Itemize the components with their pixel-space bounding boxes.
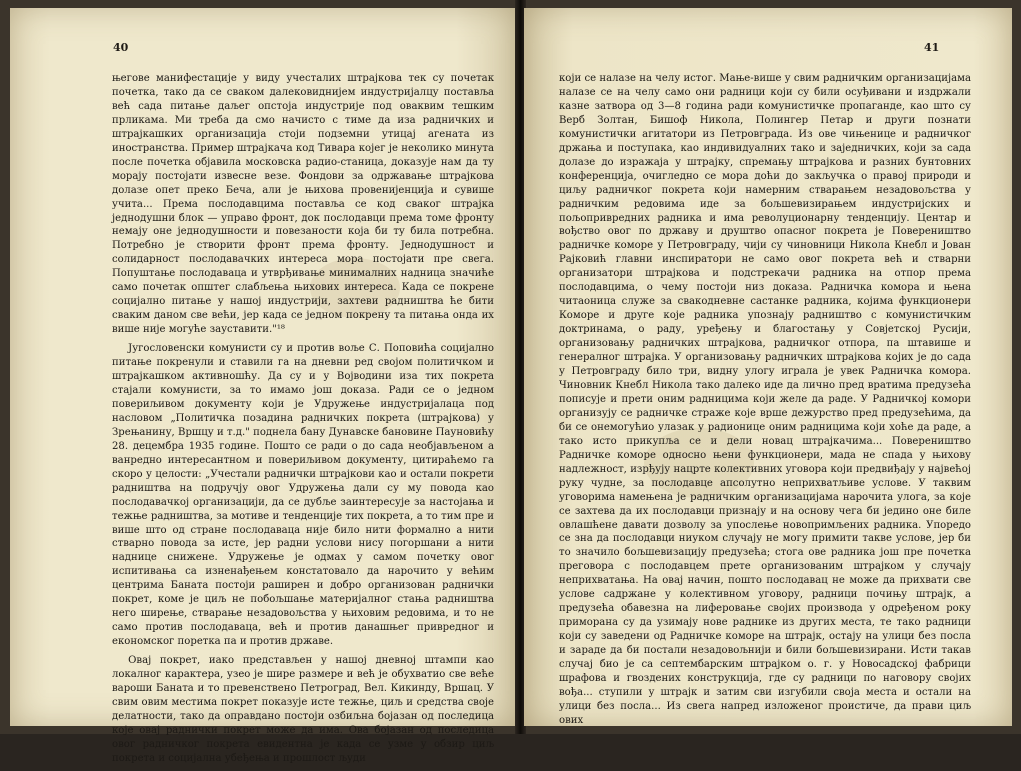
paragraph: који се налазе на челу истог. Мање-више у свим радничким организацијама налазе се на челу само они радници који су били осуђивани и издржали казне затвора од 3—8 година ради комунистичке пропаганде, као што су Верб Золтан, Бишоф Никола, Полингер Петар и други познати комунистички агитатори из Петровграда. Из ове чињенице и радничког држања и поступака, као индивидуалних тако и заједничких, који за сада долазе до изражаја у штрајку, спремању штрајкова и разних бунтовних конференција, очигледно се мора доћи до закључка о правој природи и циљу радничког покрета који намерним стварањем незадовољства у радничким редовима иде за бољшевизирањем индустријских и пољопривредних радника и има револуционарну тенденцију. Центар и вођство овог по државу и друштво опасног покрета је Повереништво радничке коморе у Петровграду, чији су чиновници Никола Кнебл и Јован Рајковић главни инспиратори не само овог покрета већ и стварни организатори штрајкова и подстрекачи радника на отпор према послодавцима, о чему постоји низ доказа. Радничка комора и њена читаоница служе за свакодневне састанке радника, којима функционери Коморе и друге које радника упознају радништво с комунистичким доктринама, о раду, уређењу и благостању у Совјетској Русији, организовању радничких штрајкова, радничког отпора, па штавише и генералног штрајка. У организовању радничких штрајкова којих је до сада у Петровграду било три, видну улогу играла је увек Радничка комора. Чиновник Кнебл Никола тако далеко иде да лично пред вратима предузећа пописује и прети оним радницима који желе да раде. У Радничкој комори организују се радничке страже које врше дежурство пред предузећима, да би се онемогућио улазак у радионице оним радницима који хоће да раде, а тако исто прикупља се и дели новац штрајкачима... Повереништво Радничке коморе односно њени функционери, мада не спада у њихову надлежност, изрђују нацрте колективних уговора који предвиђају у највећој руку чудне, за послодавце апсолутно неприхватљиве услове. У таквим уговорима намењена је радничким организацијама нарочита улога, за које се захтева да их послодавци признају и на основу чега би једино оне биле овлашћене давати дозволу за упослење новопримљених радника. Упоредо се зна да послодавци ниуком случају не могу примити такве услове, јер би то значило бољшевизацију предузећа; стога ове радника још пре почетка преговора с послодавцем прете организованим штрајком у случају неприхватања. На овај начин, пошто послодавац не може да прихвати све услове садржане у колективном уговору, радници почињу штрајк, а предузећа обавезна на лиферовање својих производа у одређеном року приморана су да узимају нове раднике из других места, те тако радници који су заведени од Радничке коморе на штрајк, остају на улици без посла и зараде да би постали незадовољнији и били бољшевизирани. Исти такав случај био је са септембарским штрајком о. г. у Новосадској фабрици шрафова и гвоздених конструкција, где су радници по наговору својих вођа... ступили у штрајк и затим сви изгубили своја места и остали на улици без посла... Из свега напред изложеног проистиче, да прави циљ ових — [559, 73, 971, 726]
right-page-text — [559, 72, 971, 733]
paragraph: Овај покрет, иако представљен у нашој дневној штампи као локалног карактера, узео је шире размере и већ је обухватио све веће вароши Баната и то превенствено Петроград, Вел. Кикинду, Вршац. У свим овим местима покрет показује исте тежње, циљ и средства своје делатности, тако да оправдано постоји озбиљна бојазан од последица које овај раднички покрет може да има. Ова бојазан од последица овог радничког покрета евидентна је када се узме у обзир циљ покрета и социјална убеђења и прошлост људи — [112, 655, 494, 764]
left-page — [10, 8, 517, 764]
paragraph: Југословенски комунисти су и против воље С. Поповића социјално питање покренули и ставили га на дневни ред својом политичком и штрајкашком активношћу. Да су и у Војводини иза тих покрета стајали комунисти, за то имамо још доказа. Ради се о једном повериљивом документу који је Удружење индустријалаца под насловом „Политичка позадина радничких покрета (штрајкова) у Зрењанину, Вршцу и т.д." поднела бану Дунавске бановине Пауновићу 28. децембра 1935 године. Пошто се ради о до сада необјављеном а ванредно интересантном и повериљивом документу, цитираћемо га скоро у целости: „Учестали раднички штрајкови као и остали покрети радништва на подручју овог Удружења дали су му повода као послодавачкој организацији, да се дубље заинтересује за настојања и тежње радништва, за мотиве и тенденције тих покрета, а то тим пре и више што од стране послодаваца није било нити формално а нити стварно повода за исте, јер радни услови нису погоршани а нити наднице снижене. Удружење је одмах у самом почетку овог испитивања са изненађењем констатовало да нарочито у већим центрима Баната постоји раширен и добро организован раднички покрет, коме је циљ не побољшање материјалног стања радништва него ширење, стварање незадовољства у њиховим редовима, и то не само против послодаваца, већ и против данашњег привредног и економског поретка па и против државе. — [112, 343, 494, 648]
page-number-right: 41 — [924, 41, 940, 54]
right-page — [524, 8, 1012, 726]
left-page-text — [112, 72, 494, 771]
paragraph: његове манифестације у виду учесталих штрајкова тек су почетак почетка, тако да се сваком далековиднијем индустријалцу поставља већ сада питање даљег опстоја индустрије под оваквим тешким прликама. Ми треба да смо начисто с тиме да иза радничких и штрајкашких организација стоји подземни утицај агената из иностранства. Пример штрајкача код Тивара којег је неколико минута после почетка објавила московска радио-станица, доказује нам да ту морају постојати извесне везе. Фондови за одржавање штрајкова долазе опет преко Беча, али је њихова провенијенција и сувише учита... Према послодавцима поставља се код сваког штрајка једнодушни блок — управо фронт, док послодавци према томе фронту немају оне једнодушности и повезаности која би ту била потребна. Потребно је створити фронт према фронту. Једнодушност и солидарност послодавачких интереса мора постојати пре свега. Попуштање послодаваца и утврђивање минималних надница значиће само почетак општег слабљења њихових интереса. Када се покрене социјално питање у нашој индустрији, захтеви радништва ће бити сваким даном све већи, јер када се једном покрену та питања онда их више није могуће зауставити."¹⁸ — [112, 73, 494, 336]
page-number-left: 40 — [113, 41, 129, 54]
